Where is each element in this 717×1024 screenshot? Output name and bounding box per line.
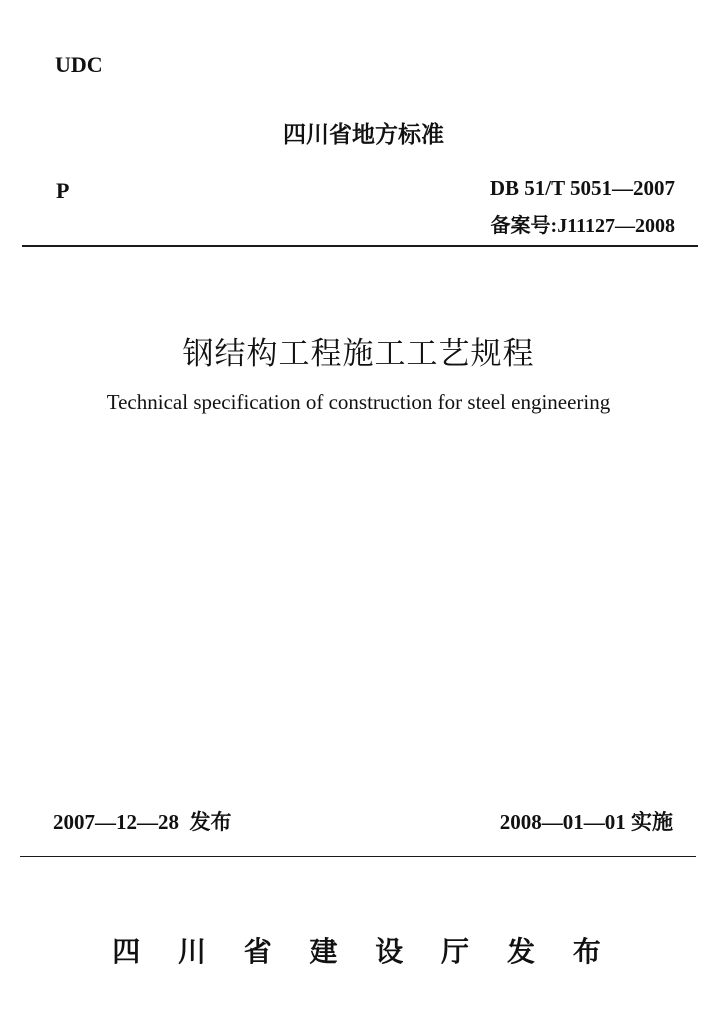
filing-number: 备案号:J11127—2008 (490, 215, 675, 237)
issue-date: 2007—12—28 发布 (53, 810, 232, 834)
standard-level-heading: 四川省地方标准 (283, 122, 444, 148)
header-divider (22, 245, 698, 247)
footer-divider (20, 856, 696, 857)
udc-label: UDC (55, 52, 103, 77)
document-title-chinese: 钢结构工程施工工艺规程 (182, 336, 535, 372)
classification-code: P (56, 178, 70, 203)
standard-number: DB 51/T 5051—2007 (489, 176, 675, 200)
publish-action: 发 布 (507, 935, 615, 968)
implementation-date: 2008—01—01 实施 (499, 810, 673, 834)
publisher-line (0, 930, 717, 970)
publisher-name: 四 川 省 建 设 厅 (112, 935, 483, 968)
document-title-english: Technical specification of construction for steel engineering (106, 390, 611, 414)
